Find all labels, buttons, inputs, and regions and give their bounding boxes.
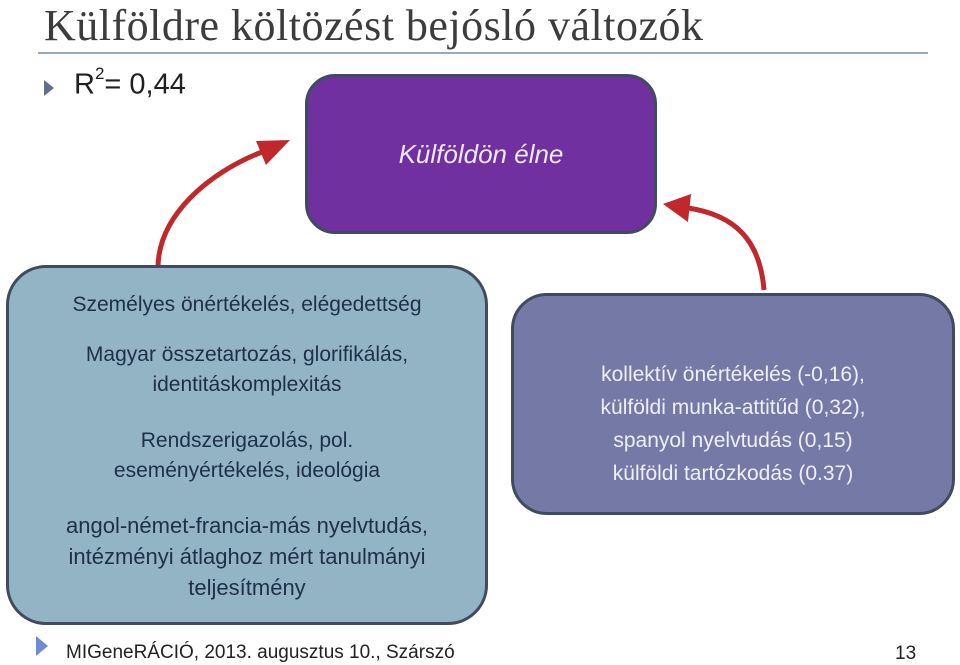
predictor-box-left (6, 265, 488, 625)
right-line-4: külföldi tartózkodás (0.37) (612, 462, 854, 485)
footer-arrow-icon (36, 636, 48, 656)
left-group-2 (9, 340, 485, 400)
right-line-2: külföldi munka-attitűd (0,32), (600, 396, 866, 419)
r-squared-value: = 0,44 (104, 68, 186, 101)
left-line-5: eseményértékelés, ideológia (113, 459, 381, 482)
r-squared-exponent: 2 (94, 64, 105, 83)
outcome-label: Külföldön élne (398, 139, 564, 169)
arrow-left-head (256, 140, 290, 165)
left-group-3 (9, 426, 485, 486)
footer-text: MIGeneRÁCIÓ, 2013. augusztus 10., Szárszó (66, 642, 455, 663)
arrow-right-head (663, 194, 691, 222)
left-line-1: Személyes önértékelés, elégedettség (72, 293, 422, 316)
right-text-group (514, 358, 952, 490)
arrow-right-to-outcome (688, 208, 764, 290)
page-number: 13 (895, 643, 917, 664)
left-group-4 (9, 510, 485, 603)
r-squared-base: R (74, 68, 95, 101)
right-line-3: spanyol nyelvtudás (0,15) (613, 429, 853, 452)
left-line-2: Magyar összetartozás, glorifikálás, (85, 343, 409, 366)
left-line-4: Rendszerigazolás, pol. (140, 429, 354, 452)
left-line-3: identitáskomplexitás (152, 373, 342, 396)
outcome-box (305, 74, 657, 234)
arrow-left-to-outcome (158, 152, 262, 268)
right-line-1: kollektív önértékelés (-0,16), (601, 363, 865, 386)
slide-title: Külföldre költözést bejósló változók (44, 1, 704, 50)
left-line-7: intézményi átlaghoz mért tanulmányi (68, 544, 426, 569)
left-line-8: teljesítmény (188, 575, 306, 600)
predictor-box-right (511, 293, 955, 515)
left-line-6: angol-német-francia-más nyelvtudás, (66, 513, 428, 538)
